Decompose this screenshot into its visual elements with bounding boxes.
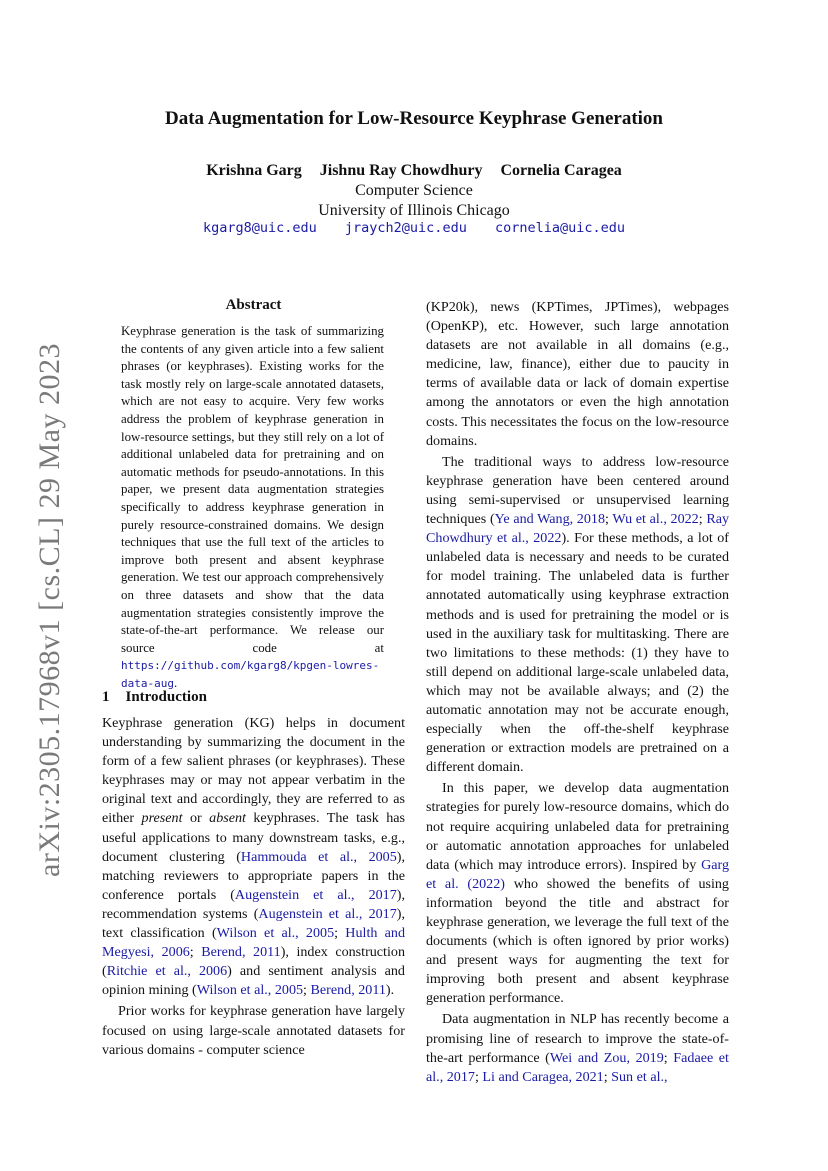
author-name: Krishna Garg bbox=[206, 162, 302, 179]
emphasis-text: absent bbox=[209, 810, 246, 827]
left-column-text bbox=[102, 714, 405, 1060]
text-run: Keyphrase generation (KG) helps in document understanding by summarizing the document in the form of a few salient phrases (or keyphrases). These keyphrases may or may not appear verbatim in the original text and accordingly, they are referred to as either bbox=[102, 715, 405, 827]
email-link[interactable]: cornelia@uic.edu bbox=[494, 220, 626, 236]
abstract-text: Keyphrase generation is the task of summarizing the contents of any given article into a few salient phrases (or keyphrases). Existing works for the task mostly rely on large-scale annotated datasets, which are not easy to acquire. Very few works address the problem of keyphrase generation in low-resource settings, but they still rely on a lot of additional unlabeled data for pretraining and on automatic methods for pseudo-annotations. In this paper, we present data augmentation strategies specifically to address keyphrase generation in purely resource-constrained domains. We design techniques that use the full text of the articles to improve both present and absent keyphrase generation. We test our approach comprehensively on three datasets and show that the data augmentation strategies consistently improve the state-of-the-art performance. We release our source code at bbox=[121, 324, 384, 655]
text-run: ) and sentiment analysis and opinion mining ( bbox=[102, 963, 405, 999]
affiliation-univ: University of Illinois Chicago bbox=[318, 202, 510, 219]
citation-link[interactable]: Ye and Wang, 2018 bbox=[494, 511, 605, 528]
text-run: ; bbox=[189, 944, 202, 961]
citation-link[interactable]: Fadaee et al., 2017 bbox=[426, 1049, 729, 1085]
citation-link[interactable]: Wilson et al., 2005 bbox=[216, 925, 335, 942]
abstract-heading: Abstract bbox=[225, 297, 282, 313]
citation-link[interactable]: Ritchie et al., 2006 bbox=[106, 963, 228, 980]
author-name: Cornelia Caragea bbox=[500, 162, 622, 179]
email-link[interactable]: kgarg8@uic.edu bbox=[202, 220, 317, 236]
text-run: ; bbox=[334, 925, 346, 942]
author-name: Jishnu Ray Chowdhury bbox=[319, 162, 483, 179]
text-run: Data augmentation in NLP has recently become a promising line of research to improve the state-of-the-art performance ( bbox=[426, 1011, 729, 1066]
text-run: keyphrases. The task has useful applications to many downstream tasks, e.g., document clustering ( bbox=[102, 810, 405, 865]
citation-link[interactable]: Augenstein et al., 2017 bbox=[258, 905, 397, 922]
paragraph bbox=[102, 1002, 405, 1059]
citation-link[interactable]: Ray Chowdhury et al., 2022 bbox=[426, 511, 730, 547]
paragraph bbox=[426, 453, 729, 778]
paragraph bbox=[426, 1010, 729, 1086]
text-run: ). For these methods, a lot of unlabeled data is necessary and needs to be curated for model training. The unlabeled data is further annotated automatically using keyphrase extraction methods and is used for pretraining the model or is used in the auxiliary task for multitasking. There are two limitations to these methods: (1) they have to still depend on additional large-scale unlabeled data, which may not be available always; and (2) the automatic annotation may not be accurate enough, especially when the off-the-shelf keyphrase generation or extraction models are pretrained on a different domain. bbox=[426, 530, 729, 776]
text-run: ). bbox=[385, 982, 395, 999]
text-run: ), recommendation systems ( bbox=[102, 886, 405, 922]
paragraph bbox=[426, 779, 729, 1008]
text-run: ; bbox=[698, 511, 707, 528]
author-emails bbox=[0, 220, 828, 236]
text-run: ; bbox=[474, 1068, 483, 1085]
paragraph-continued bbox=[426, 298, 729, 451]
section-heading bbox=[102, 689, 207, 706]
abstract-body bbox=[121, 323, 384, 692]
section-number: 1 bbox=[102, 689, 110, 705]
citation-link[interactable]: Augenstein et al., 2017 bbox=[234, 886, 397, 903]
citation-link[interactable]: Li and Caragea, 2021 bbox=[482, 1068, 604, 1085]
citation-link[interactable]: Sun et al., bbox=[611, 1068, 668, 1085]
text-run: ; bbox=[605, 511, 613, 528]
citation-link[interactable]: Berend, 2011 bbox=[201, 944, 281, 961]
citation-link[interactable]: Berend, 2011 bbox=[310, 982, 386, 999]
abstract-end: . bbox=[173, 675, 178, 690]
text-run: or bbox=[182, 810, 210, 827]
citation-link[interactable]: Wu et al., 2022 bbox=[612, 511, 699, 528]
citation-link[interactable]: Hulth and Megyesi, 2006 bbox=[102, 925, 405, 961]
citation-link[interactable]: Wei and Zou, 2019 bbox=[549, 1049, 664, 1066]
text-run: The traditional ways to address low-resource keyphrase generation have been centered around using semi-supervised or unsupervised learning techniques ( bbox=[426, 453, 729, 528]
text-run: ; bbox=[603, 1068, 612, 1085]
text-run: ), matching reviewers to appropriate papers in the conference portals ( bbox=[102, 848, 405, 903]
affiliation-dept: Computer Science bbox=[355, 182, 473, 199]
right-column-text bbox=[426, 298, 729, 1087]
text-run: ), index construction ( bbox=[102, 944, 405, 980]
text-run: ; bbox=[663, 1049, 674, 1066]
paragraph bbox=[102, 714, 405, 1000]
text-run: who showed the benefits of using information beyond the title and abstract for keyphrase generation, we leverage the full text of the documents (which is often ignored by prior works) and present ways for augmenting the text for improving both present and absent keyphrase generation performance. bbox=[426, 875, 729, 1007]
citation-link[interactable]: Hammouda et al., 2005 bbox=[240, 848, 397, 865]
text-run: (KP20k), news (KPTimes, JPTimes), webpages (OpenKP), etc. However, such large annotation datasets are not available in all domains (e.g., medicine, law, finance), either due to paucity in terms of available data or lack of domain expertise among the annotators or even the high annotation costs. This necessitates the focus on the low-resource domains. bbox=[426, 299, 729, 449]
text-run: In this paper, we develop data augmentation strategies for purely low-resource domains, which do not require acquiring unlabeled data for pretraining or automatic annotation approaches for unlabeled data (which may introduce errors). Inspired by bbox=[426, 780, 729, 873]
paper-title: Data Augmentation for Low-Resource Keyphrase Generation bbox=[165, 108, 663, 129]
emphasis-text: present bbox=[141, 810, 183, 827]
email-link[interactable]: jraych2@uic.edu bbox=[344, 220, 467, 236]
text-run: ), text classification ( bbox=[102, 905, 405, 942]
code-url-link[interactable]: https://github.com/kgarg8/kpgen-lowres-data-aug bbox=[121, 659, 380, 690]
citation-link[interactable]: Wilson et al., 2005 bbox=[196, 982, 304, 999]
text-run: ; bbox=[303, 982, 311, 999]
author-block bbox=[0, 161, 828, 221]
arxiv-identifier: arXiv:2305.17968v1 [cs.CL] 29 May 2023 bbox=[33, 343, 66, 877]
section-title: Introduction bbox=[125, 689, 207, 705]
citation-link[interactable]: Garg et al. (2022) bbox=[426, 856, 729, 892]
text-run: Prior works for keyphrase generation have largely focused on using large-scale annotated datasets for various domains - computer science bbox=[102, 1003, 405, 1058]
